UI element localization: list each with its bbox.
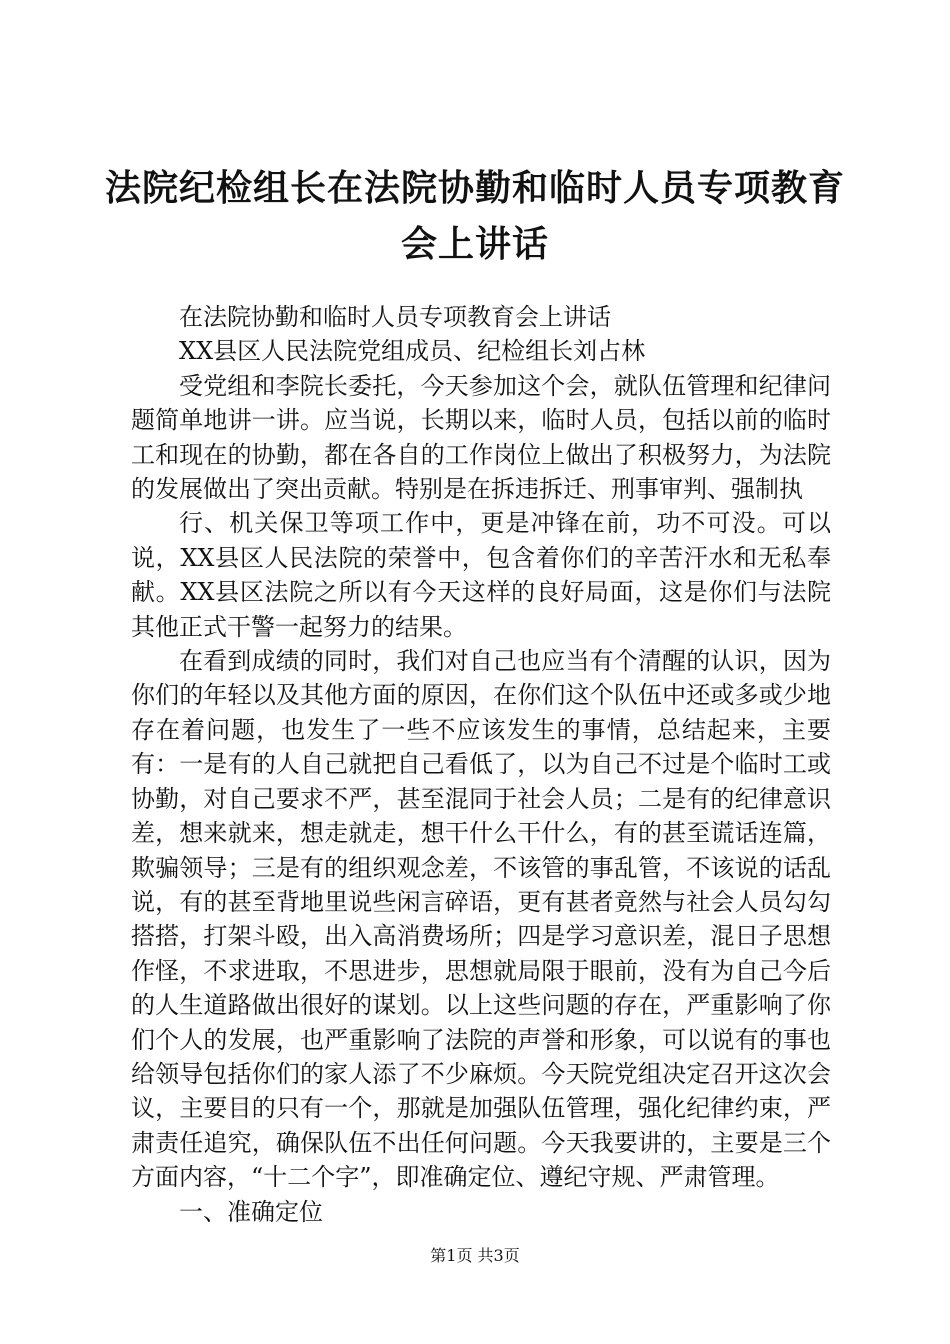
document-body [131,300,831,1229]
paragraph-intro: 受党组和李院长委托，今天参加这个会，就队伍管理和纪律问题简单地讲一讲。应当说，长期以来，临时人员，包括以前的临时工和现在的协勤，都在各自的工作岗位上做出了积极努力，为法院的发展做出了突出贡献。特别是在拆违拆迁、刑事审判、强制执 [131,371,831,504]
paragraph-subtitle: 在法院协勤和临时人员专项教育会上讲话 [179,303,611,331]
document-title: 法院纪检组长在法院协勤和临时人员专项教育会上讲话 [104,167,845,265]
paragraph-contribution: 行、机关保卫等项工作中，更是冲锋在前，功不可没。可以说，XX县区人民法院的荣誉中，包含着你们的辛苦汗水和无私奉献。XX县区法院之所以有今天这样的良好局面，这是你们与法院其他正式干警一起努力的结果。 [131,509,831,641]
page-footer: 第1页 共3页 [430,1246,520,1265]
section-heading: 一、准确定位 [179,1197,323,1226]
paragraph-speaker: XX县区人民法院党组成员、纪检组长刘占林 [179,337,646,366]
paragraph-problems: 在看到成绩的同时，我们对自己也应当有个清醒的认识，因为你们的年轻以及其他方面的原因，在你们这个队伍中还或多或少地存在着问题，也发生了一些不应该发生的事情，总结起来，主要有：一是有的人自己就把自己看低了，以为自己不过是个临时工或协勤，对自己要求不严，甚至混同于社会人员；二是有的纪律意识差，想来就来，想走就走，想干什么干什么，有的甚至谎话连篇，欺骗领导；三是有的组织观念差，不该管的事乱管，不该说的话乱说，有的甚至背地里说些闲言碎语，更有甚者竟然与社会人员勾勾搭搭，打架斗殴，出入高消费场所；四是学习意识差，混日子思想作怪，不求进取，不思进步，思想就局限于眼前，没有为自己今后的人生道路做出很好的谋划。以上这些问题的存在，严重影响了你们个人的发展，也严重影响了法院的声誉和形象，可以说有的事也给领导包括你们的家人添了不少麻烦。今天院党组决定召开这次会议，主要目的只有一个，那就是加强队伍管理，强化纪律约束，严肃责任追究，确保队伍不出任何问题。今天我要讲的，主要是三个方面内容，“十二个字”，即准确定位、遵纪守规、严肃管理。 [131,647,831,1192]
